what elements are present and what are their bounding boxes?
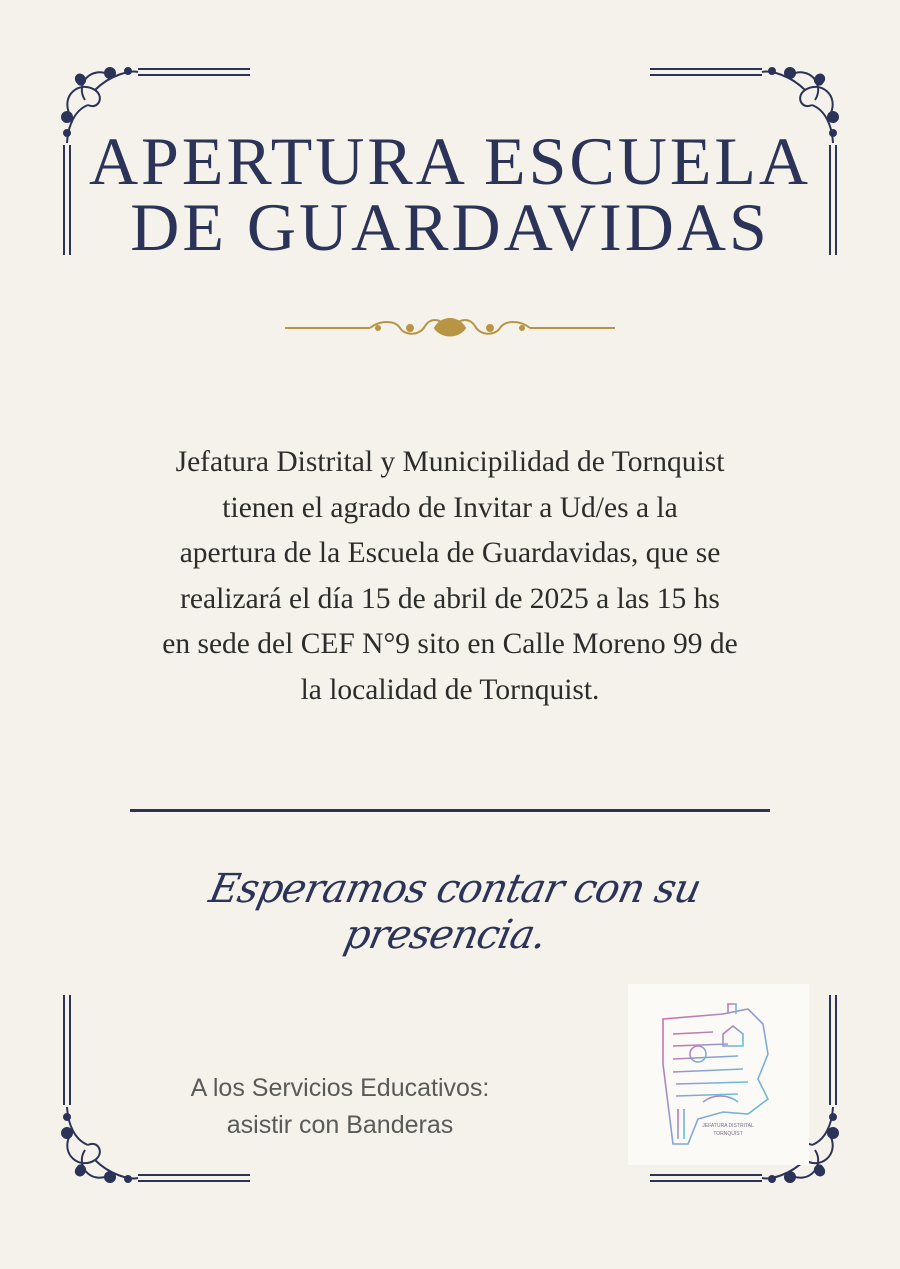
invitation-body: [90, 440, 810, 713]
page-title: [60, 123, 840, 265]
gold-scroll-divider-icon: [280, 312, 620, 342]
logo-line-2: TORNQUIST: [713, 1131, 743, 1137]
title-line-2: DE GUARDAVIDAS: [130, 189, 770, 265]
body-line-2: tienen el agrado de Invitar a Ud/es a la: [222, 491, 678, 524]
note-line-1: A los Servicios Educativos:: [190, 1074, 490, 1102]
note-line-2: asistir con Banderas: [226, 1111, 454, 1139]
body-line-3: apertura de la Escuela de Guardavidas, que se: [179, 537, 721, 569]
body-line-4: realizará el día 15 de abril de 2025 a las 15 hs: [180, 582, 720, 615]
logo-line-1: JEFATURA DISTRITAL: [702, 1123, 754, 1129]
body-line-1: Jefatura Distrital y Municipilidad de Tornquist: [175, 446, 725, 478]
services-note: [160, 1070, 520, 1144]
body-line-6: la localidad de Tornquist.: [300, 673, 600, 706]
horizontal-rule: [130, 809, 770, 812]
closing-script-text: Esperamos contar con su presencia.: [205, 866, 705, 958]
title-line-1: APERTURA ESCUELA: [88, 123, 812, 199]
district-map-logo-icon: [628, 984, 809, 1165]
body-line-5: en sede del CEF N°9 sito en Calle Moreno 99 de: [162, 628, 738, 660]
